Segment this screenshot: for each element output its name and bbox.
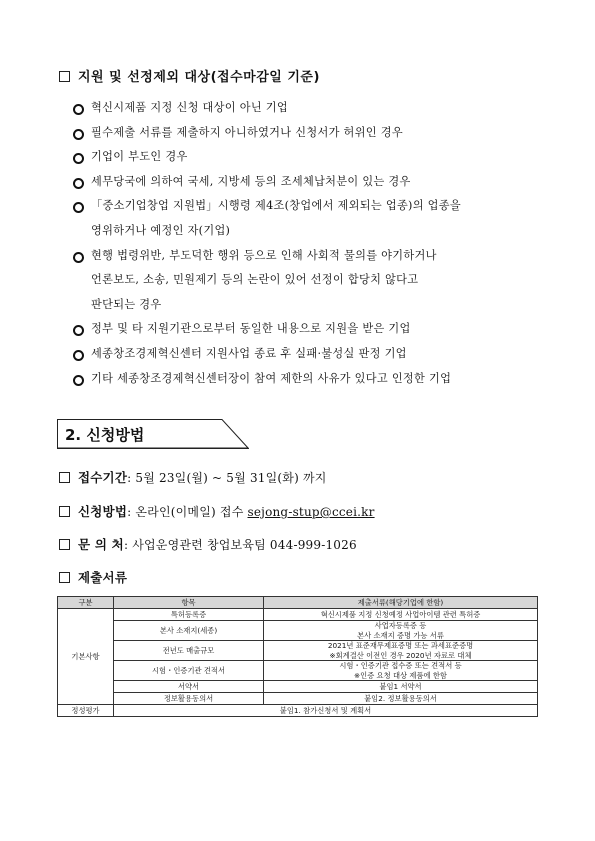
item-cell: 정보활용동의서 xyxy=(114,693,264,705)
list-item-text: 혁신시제품 지정 신청 대상이 아닌 기업 xyxy=(91,101,288,114)
hollow-circle-bullet-icon xyxy=(73,325,84,336)
hollow-circle-bullet-icon xyxy=(73,350,84,361)
list-item xyxy=(73,342,553,367)
checkbox-square-icon xyxy=(59,472,70,483)
hollow-circle-bullet-icon xyxy=(73,178,84,189)
table-row xyxy=(58,681,538,693)
doc-cell xyxy=(264,681,538,693)
qualitative-doc-cell: 붙임1. 참가신청서 및 계획서 xyxy=(114,705,538,717)
docs-line xyxy=(59,568,127,586)
item-cell: 전년도 매출규모 xyxy=(114,641,264,661)
list-item xyxy=(73,317,553,342)
exclusion-title: 지원 및 선정제외 대상(접수마감일 기준) xyxy=(78,70,320,85)
hollow-circle-bullet-icon xyxy=(73,153,84,164)
list-item xyxy=(73,96,553,121)
header-category: 구분 xyxy=(58,597,114,609)
contact-label: 문 의 처 xyxy=(78,537,124,552)
doc-cell-line: 사업자등록증 등 xyxy=(374,621,427,631)
hollow-circle-bullet-icon xyxy=(73,252,84,263)
list-item-text: 세종창조경제혁신센터 지원사업 종료 후 실패·불성실 판정 기업 xyxy=(91,346,407,360)
list-item-text: 정부 및 타 지원기관으로부터 동일한 내용으로 지원을 받은 기업 xyxy=(91,322,411,336)
period-label: 접수기간 xyxy=(78,470,128,485)
header-item: 항목 xyxy=(114,597,264,609)
table-row xyxy=(58,705,538,717)
contact-line xyxy=(59,535,357,553)
checkbox-square-icon xyxy=(59,506,70,517)
list-item-text: 세무당국에 의하여 국세, 지방세 등의 조세체납처분이 있는 경우 xyxy=(91,174,411,188)
list-item-text: 판단되는 경우 xyxy=(91,297,162,311)
list-item-text: 영위하거나 예정인 자(기업) xyxy=(91,223,231,237)
item-cell: 시험・인증기관 견적서 xyxy=(114,661,264,681)
list-item xyxy=(73,367,553,392)
doc-cell-line: 본사 소재지 증명 가능 서류 xyxy=(357,630,444,640)
table-row xyxy=(58,641,538,661)
method-value: : 온라인(이메일) 접수 xyxy=(127,505,248,519)
period-line xyxy=(59,468,327,486)
table-row xyxy=(58,661,538,681)
doc-cell xyxy=(264,693,538,705)
item-cell: 본사 소재지(세종) xyxy=(114,621,264,641)
item-cell: 서약서 xyxy=(114,681,264,693)
method-label: 신청방법 xyxy=(78,504,128,519)
list-item-text: 기타 세종창조경제혁신센터장이 참여 제한의 사유가 있다고 인정한 기업 xyxy=(91,371,452,385)
exclusion-list xyxy=(73,96,553,391)
doc-cell-line: 붙임2. 정보활용동의서 xyxy=(364,693,437,703)
doc-cell xyxy=(264,641,538,661)
header-docs: 제출서류(해당기업에 한함) xyxy=(264,597,538,609)
doc-cell xyxy=(264,609,538,621)
group-cell-basic: 기본사항 xyxy=(58,609,114,705)
exclusion-heading xyxy=(59,66,320,85)
hollow-circle-bullet-icon xyxy=(73,375,84,386)
doc-cell-line: 혁신시제품 지정 신청예정 사업아이템 관련 특허증 xyxy=(320,609,481,619)
hollow-circle-bullet-icon xyxy=(73,129,84,140)
table-row xyxy=(58,693,538,705)
item-cell: 특허등록증 xyxy=(114,609,264,621)
email-link[interactable]: sejong-stup@ccei.kr xyxy=(247,505,375,519)
docs-label: 제출서류 xyxy=(78,570,128,585)
list-item-text: 현행 법령위반, 부도덕한 행위 등으로 인해 사회적 물의를 야기하거나 xyxy=(91,248,437,262)
checkbox-square-icon xyxy=(59,572,70,583)
doc-cell-line: 시험・인증기관 접수증 또는 견적서 등 xyxy=(339,661,462,671)
list-item xyxy=(73,170,553,195)
table-row xyxy=(58,621,538,641)
list-item-text: 언론보도, 소송, 민원제기 등의 논란이 있어 선정이 합당치 않다고 xyxy=(91,273,419,287)
list-item-text: 필수제출 서류를 제출하지 아니하였거나 신청서가 허위인 경우 xyxy=(91,125,403,139)
list-item xyxy=(73,194,553,243)
checkbox-square-icon xyxy=(59,71,70,82)
hollow-circle-bullet-icon xyxy=(73,202,84,213)
list-item xyxy=(73,244,553,318)
list-item-text: 기업이 부도인 경우 xyxy=(91,150,188,164)
doc-cell-line: 붙임1 서약서 xyxy=(379,681,422,691)
documents-table xyxy=(57,596,538,717)
table-header-row xyxy=(58,597,538,609)
period-value: : 5월 23일(월) ~ 5월 31일(화) 까지 xyxy=(127,471,327,485)
list-item xyxy=(73,145,553,170)
list-item xyxy=(73,121,553,146)
method-line xyxy=(59,502,375,520)
hollow-circle-bullet-icon xyxy=(73,104,84,115)
group-cell-qualitative: 정성평가 xyxy=(58,705,114,717)
list-item-text: 「중소기업창업 지원법」시행령 제4조(창업에서 제외되는 업종)의 업종을 xyxy=(91,199,462,213)
section2-banner xyxy=(57,419,249,449)
contact-value: : 사업운영관련 창업보육팀 044-999-1026 xyxy=(123,538,357,552)
checkbox-square-icon xyxy=(59,539,70,550)
doc-cell-line: 2021년 표준재무제표증명 또는 과세표준증명 xyxy=(327,641,474,651)
table-row xyxy=(58,609,538,621)
doc-cell xyxy=(264,661,538,681)
doc-cell-line: ※인증 요청 대상 제품에 한함 xyxy=(354,670,447,680)
doc-cell xyxy=(264,621,538,641)
section2-title: 2. 신청방법 xyxy=(65,426,145,444)
doc-cell-line: ※회계결산 이전인 경우 2020년 자료로 대체 xyxy=(329,650,472,660)
